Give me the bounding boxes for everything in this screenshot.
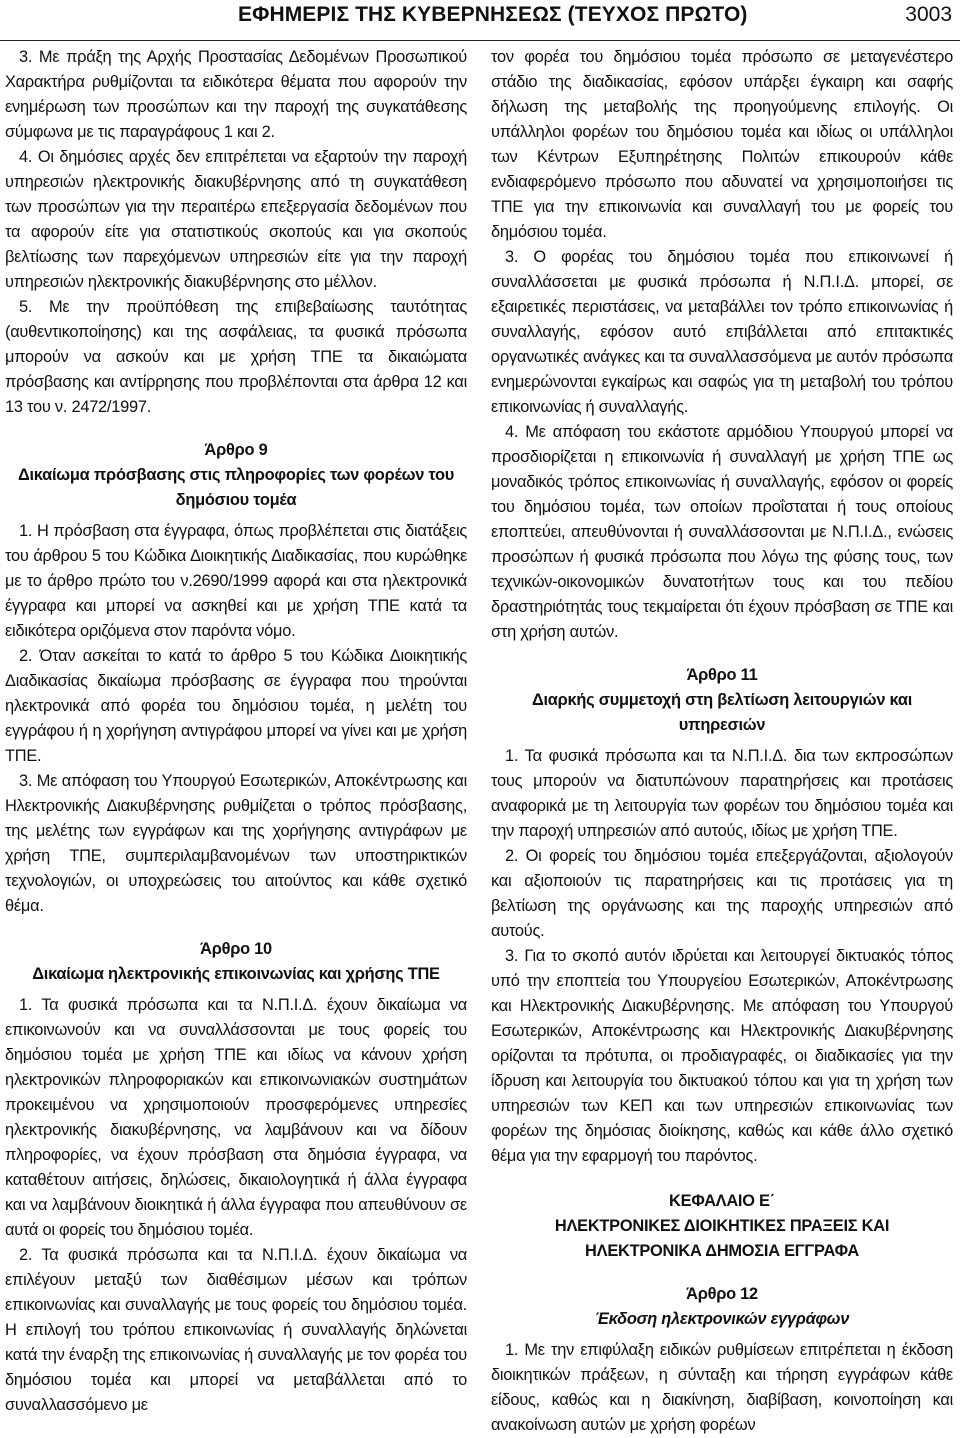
- paragraph: 2. Οι φορείς του δημόσιου τομέα επεξεργάζονται, αξιολογούν και αξιοποιούν τις παρατηρήσεις και τις προτάσεις για τη βελτίωση της οργάνωσης και της παροχής υπηρεσιών από αυτούς.: [491, 847, 953, 940]
- paragraph: 1. Τα φυσικά πρόσωπα και τα Ν.Π.Ι.Δ. έχουν δικαίωμα να επικοινωνούν και να συναλλάσσονται με τους φορείς του δημόσιου τομέα με χρήση ΤΠΕ και ιδίως να κάνουν χρήση ηλεκτρονικών πληροφοριακών και επικοινωνιακών συστημάτων προκειμένου να χρησιμοποιούν προσφερόμενες υπηρεσίες ηλεκτρονικής διακυβέρνησης, να λαμβάνουν και να δίδουν πληροφορίες, να έχουν πρόσβαση στα δημόσια έγγραφα, να καταθέτουν αιτήσεις, δηλώσεις, δικαιολογητικά ή άλλα έγγραφα και να λαμβάνουν διοικητικά ή άλλα έγγραφα που απευθύνουν σε αυτά οι φορείς του δημόσιου τομέα.: [5, 996, 467, 1239]
- chapter-subtitle-line2: ΗΛΕΚΤΡΟΝΙΚΑ ΔΗΜΟΣΙΑ ΕΓΓΡΑΦΑ: [585, 1242, 859, 1260]
- article-subtitle: Έκδοση ηλεκτρονικών εγγράφων: [594, 1310, 850, 1328]
- paragraph: 3. Ο φορέας του δημόσιου τομέα που επικοινωνεί ή συναλλάσσεται με φυσικά πρόσωπα ή Ν.Π.Ι.Δ. μπορεί, σε εξαιρετικές περιστάσεις, να μεταβάλλει τον τρόπο επικοινωνίας ή συναλλαγής, εφόσον αυτό επιβάλλεται από επιτακτικές οργανωτικές ανάγκες και τα συναλλασσόμενα με αυτόν πρόσωπα ενημερώνονται εγκαίρως και σαφώς για τη μεταβολή του τρόπου επικοινωνίας ή συναλλαγής.: [491, 248, 953, 416]
- paragraph: 1. Με την επιφύλαξη ειδικών ρυθμίσεων επιτρέπεται η έκδοση διοικητικών πράξεων, η σύνταξη και τήρηση εγγράφων κάθε είδους, καθώς και η διακίνηση, διαβίβαση, κοινοποίηση και ανακοίνωση αυτών με χρήση φορέων: [491, 1341, 953, 1434]
- paragraph: 5. Με την προϋπόθεση της επιβεβαίωσης ταυτότητας (αυθεντικοποίησης) και της ασφάλειας, τα φυσικά πρόσωπα μπορούν να ασκούν και με χρήση ΤΠΕ τα δικαιώματα πρόσβασης και αντίρρησης που προβλέπονται στα άρθρα 12 και 13 του ν. 2472/1997.: [5, 298, 467, 416]
- paragraph: 3. Με απόφαση του Υπουργού Εσωτερικών, Αποκέντρωσης και Ηλεκτρονικής Διακυβέρνησης ρυθμίζεται ο τρόπος πρόσβασης, της μελέτης των εγγράφων και της χορήγησης αντιγράφων με χρήση ΤΠΕ, συμπεριλαμβανομένων των υποστηρικτικών τεχνολογιών, οι υποχρεώσεις του αιτούντος και κάθε σχετικό θέμα.: [5, 772, 467, 915]
- paragraph: τον φορέα του δημόσιου τομέα πρόσωπο σε μεταγενέστερο στάδιο της διαδικασίας, εφόσον υπάρξει έγκαιρη και σαφής δήλωση της μεταβολής της προηγούμενης επιλογής. Οι υπάλληλοι φορέων του δημόσιου τομέα και ιδίως οι υπάλληλοι των Κέντρων Εξυπηρέτησης Πολιτών επικουρούν κάθε ενδιαφερόμενο πρόσωπο που αδυνατεί να χρησιμοποιήσει τις ΤΠΕ για την επικοινωνία και συναλλαγή του με φορείς του δημόσιου τομέα.: [491, 48, 953, 241]
- paragraph: 1. Τα φυσικά πρόσωπα και τα Ν.Π.Ι.Δ. δια των εκπροσώπων τους μπορούν να διατυπώνουν παρατηρήσεις και προτάσεις αναφορικά με τη λειτουργία των φορέων του δημόσιου τομέα και την παροχή υπηρεσιών από αυτούς, ιδίως με χρήση ΤΠΕ.: [491, 747, 953, 840]
- gazette-title: ΕΦΗΜΕΡΙΣ ΤΗΣ ΚΥΒΕΡΝΗΣΕΩΣ (ΤΕΥΧΟΣ ΠΡΩΤΟ): [238, 3, 748, 26]
- article-heading-11: [491, 663, 953, 738]
- article-title: Άρθρο 9: [204, 441, 268, 459]
- chapter-heading: [491, 1189, 953, 1264]
- left-column: [5, 45, 467, 1418]
- chapter-title: ΚΕΦΑΛΑΙΟ Ε΄: [669, 1192, 775, 1210]
- article-heading-12: [491, 1282, 953, 1332]
- article-subtitle: Δικαίωμα πρόσβασης στις πληροφορίες των φορέων του δημόσιου τομέα: [17, 466, 455, 509]
- paragraph: 2. Τα φυσικά πρόσωπα και τα Ν.Π.Ι.Δ. έχουν δικαίωμα να επιλέγουν μεταξύ των διαθέσιμων μέσων και τρόπων επικοινωνίας και συναλλαγής με τους φορείς του δημόσιου τομέα. Η επιλογή του τρόπου επικοινωνίας ή συναλλαγής δηλώνεται κατά την έναρξη της επικοινωνίας ή συναλλαγής με τον φορέα του δημόσιου τομέα και μπορεί να μεταβάλλεται από το συναλλασσόμενο με: [5, 1246, 467, 1414]
- article-title: Άρθρο 12: [686, 1285, 758, 1303]
- article-heading-10: [5, 937, 467, 987]
- article-subtitle: Δικαίωμα ηλεκτρονικής επικοινωνίας και χρήσης ΤΠΕ: [32, 965, 440, 983]
- paragraph: 4. Οι δημόσιες αρχές δεν επιτρέπεται να εξαρτούν την παροχή υπηρεσιών ηλεκτρονικής διακυβέρνησης από τη συγκατάθεση των προσώπων για την περαιτέρω επεξεργασία δεδομένων που τα αφορούν είτε για στατιστικούς σκοπούς και για σκοπούς βελτίωσης των παρεχόμενων υπηρεσιών είτε για την παροχή υπηρεσιών ηλεκτρονικής διακυβέρνησης στο μέλλον.: [5, 148, 467, 291]
- right-column: [491, 45, 953, 1438]
- article-subtitle: Διαρκής συμμετοχή στη βελτίωση λειτουργιών και υπηρεσιών: [531, 691, 913, 734]
- paragraph: 3. Για το σκοπό αυτόν ιδρύεται και λειτουργεί δικτυακός τόπος υπό την εποπτεία του Υπουργείου Εσωτερικών, Αποκέντρωσης και Ηλεκτρονικής Διακυβέρνησης. Με απόφαση του Υπουργού Εσωτερικών, Αποκέντρωσης και Ηλεκτρονικής Διακυβέρνησης ορίζονται τα πρότυπα, οι προδιαγραφές, οι διαδικασίες για την ίδρυση και λειτουργία του δικτυακού τόπου και για τη χρήση των υπηρεσιών των ΚΕΠ και των υπηρεσιών επικοινωνίας των φορέων της δημόσιας διοίκησης, καθώς και κάθε άλλο σχετικό θέμα για την εφαρμογή του παρόντος.: [491, 947, 953, 1165]
- paragraph: 1. Η πρόσβαση στα έγγραφα, όπως προβλέπεται στις διατάξεις του άρθρου 5 του Κώδικα Διοικητικής Διαδικασίας, που κυρώθηκε με το άρθρο πρώτο του ν.2690/1999 αφορά και στα ηλεκτρονικά έγγραφα και μπορεί να ασκηθεί και με χρήση ΤΠΕ κατά τα ειδικότερα οριζόμενα στον παρόντα νόμο.: [5, 522, 467, 640]
- page-number: 3003: [905, 3, 952, 26]
- article-heading-9: [5, 438, 467, 513]
- paragraph: 4. Με απόφαση του εκάστοτε αρμόδιου Υπουργού μπορεί να προσδιορίζεται η επικοινωνία ή συναλλαγή με χρήση ΤΠΕ ως μοναδικός τρόπος επικοινωνίας ή συναλλαγής, εφόσον οι φορείς του δημόσιου τομέα, των οποίων προΐσταται ή τους οποίους εποπτεύει, απευθύνονται ή συναλλάσσονται με Ν.Π.Ι.Δ., ενώσεις προσώπων ή φυσικά πρόσωπα που λόγω της φύσης τους, των τεχνικών-οικονομικών δυνατοτήτων τους και του πεδίου δραστηριότητάς τους τεκμαίρεται ότι έχουν πρόσβαση σε ΤΠΕ και στη χρήση αυτών.: [491, 423, 953, 641]
- article-title: Άρθρο 10: [200, 940, 272, 958]
- page-header: [0, 0, 960, 41]
- chapter-subtitle-line1: ΗΛΕΚΤΡΟΝΙΚΕΣ ΔΙΟΙΚΗΤΙΚΕΣ ΠΡΑΞΕΙΣ ΚΑΙ: [554, 1217, 890, 1235]
- article-title: Άρθρο 11: [686, 666, 758, 684]
- paragraph: 3. Με πράξη της Αρχής Προστασίας Δεδομένων Προσωπικού Χαρακτήρα ρυθμίζονται τα ειδικότερα θέματα που αφορούν την ενημέρωση των προσώπων και την παροχή της συγκατάθεσης σύμφωνα με τις παραγράφους 1 και 2.: [5, 48, 467, 141]
- paragraph: 2. Όταν ασκείται το κατά το άρθρο 5 του Κώδικα Διοικητικής Διαδικασίας δικαίωμα πρόσβασης σε έγγραφα που τηρούνται ηλεκτρονικά από φορέα του δημόσιου τομέα, η μελέτη του εγγράφου ή η χορήγηση αντιγράφου μπορεί να γίνει και με χρήση ΤΠΕ.: [5, 647, 467, 765]
